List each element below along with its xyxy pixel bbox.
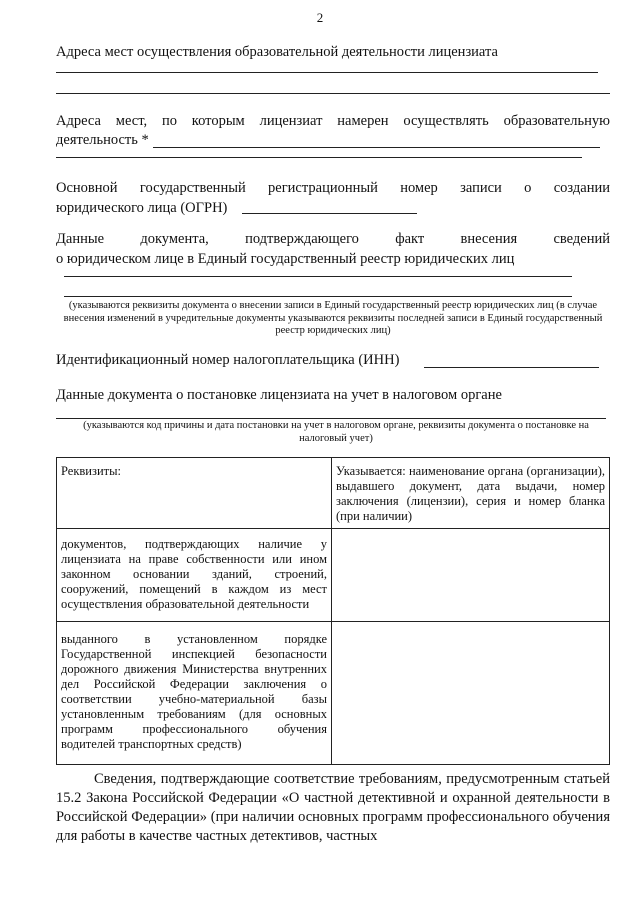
education-addresses-field-2[interactable] <box>56 93 610 94</box>
table-header-left-text: Реквизиты: <box>61 464 121 478</box>
intended-addresses-field-1[interactable] <box>153 147 600 148</box>
ogrn-label: Основной государственный регистрационный номер записи о создании <box>56 180 610 196</box>
egrul-field-1[interactable] <box>64 276 572 277</box>
egrul-note: (указываются реквизиты документа о внесении записи в Единый государственный реестр юридических лиц (в случае внесения изменений в учредительные документы указываются реквизиты последней записи в Единый государственный реестр юридических лиц) <box>63 300 603 336</box>
tax-note: (указываются код причины и дата постановки на учет в налоговом органе, реквизиты документа о постановке на налоговый учет) <box>83 420 589 444</box>
ogrn-field[interactable] <box>242 213 417 214</box>
table-row-2-left <box>57 622 332 765</box>
table-row-1-left <box>57 529 332 622</box>
page-number: 2 <box>316 10 324 25</box>
inn-field[interactable] <box>424 367 599 368</box>
egrul-label: Данные документа, подтверждающего факт внесения сведений <box>56 231 610 247</box>
table-header-row <box>57 458 610 529</box>
table-row-2-right[interactable] <box>332 622 610 765</box>
table-header-left <box>57 458 332 529</box>
intended-addresses-label: Адреса мест, по которым лицензиат намерен осуществлять образовательную <box>56 113 610 129</box>
requisites-table <box>56 457 610 765</box>
table-row <box>57 622 610 765</box>
table-row <box>57 529 610 622</box>
table-row-1-left-text: документов, подтверждающих наличие у лицензиата на праве собственности или ином законном основании зданий, строений, сооружений, помещений в каждом из мест осуществления образовательной деятельности <box>61 537 327 611</box>
table-row-1-right[interactable] <box>332 529 610 622</box>
bottom-paragraph: Сведения, подтверждающие соответствие требованиям, предусмотренным статьей 15.2 Закона Российской Федерации «О частной детективной и охранной деятельности в Российской Федерации» (при наличии основных программ профессионального обучения для работы в качестве частных детективов, частных <box>56 771 610 844</box>
inn-label: Идентификационный номер налогоплательщика (ИНН) <box>56 352 400 368</box>
intended-addresses-field-2[interactable] <box>56 157 582 158</box>
table-row-2-left-text: выданного в установленном порядке Государственной инспекцией безопасности дорожного движения Министерства внутренних дел Российской Федерации заключения о соответствии учебно-материальной базы установленным требованиям (для основных программ профессионального обучения водителей транспортных средств) <box>61 632 327 751</box>
education-addresses-field-1[interactable] <box>56 72 598 73</box>
egrul-field-2[interactable] <box>64 296 572 297</box>
ogrn-label-2: юридического лица (ОГРН) <box>56 200 228 216</box>
table-header-right <box>332 458 610 529</box>
tax-label: Данные документа о постановке лицензиата на учет в налоговом органе <box>56 387 502 403</box>
tax-field[interactable] <box>56 418 606 419</box>
intended-addresses-label-2: деятельность * <box>56 132 149 148</box>
education-addresses-label: Адреса мест осуществления образовательной деятельности лицензиата <box>56 44 498 60</box>
table-header-right-text: Указывается: наименование органа (организации), выдавшего документ, дата выдачи, номер заключения (лицензии), серия и номер бланка (при наличии) <box>336 464 605 523</box>
egrul-label-2: о юридическом лице в Единый государственный реестр юридических лиц <box>56 251 515 267</box>
